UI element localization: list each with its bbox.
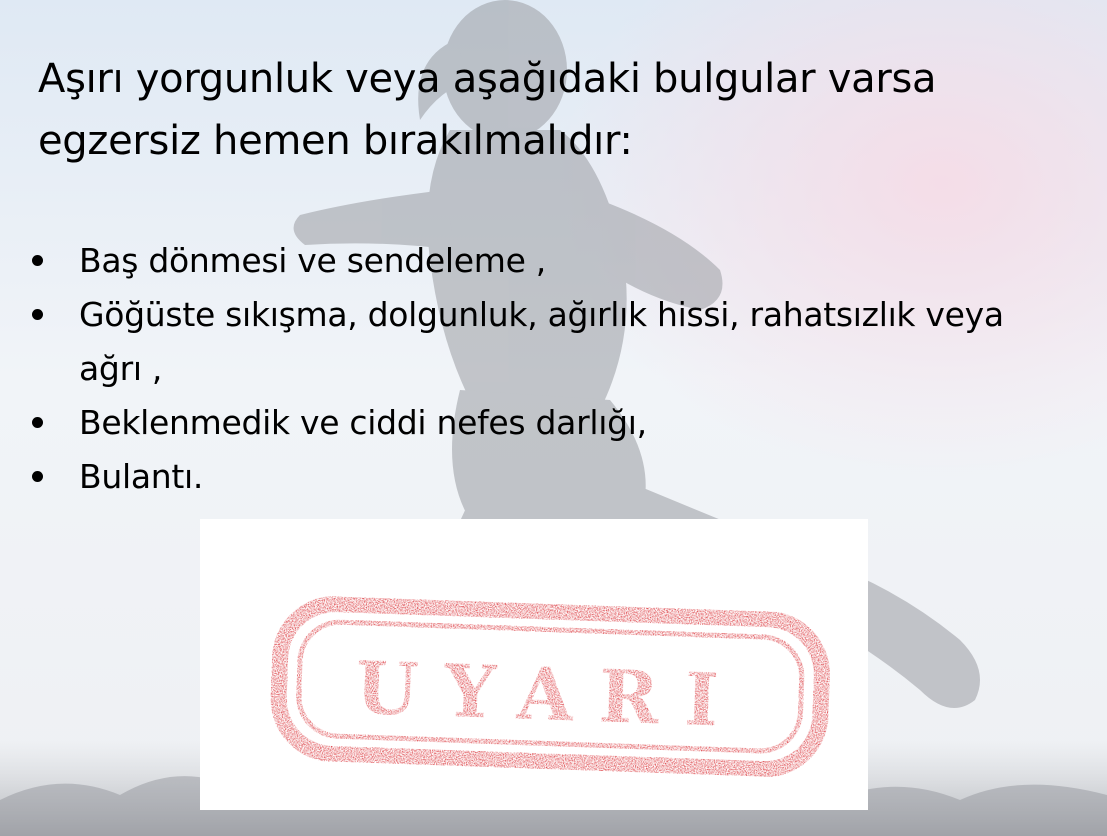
warning-stamp-image <box>200 519 868 810</box>
warning-signs-list <box>30 234 1090 504</box>
list-item <box>30 396 1090 450</box>
bullet-dot <box>32 471 43 482</box>
bullet-dot <box>32 417 43 428</box>
list-item <box>30 450 1090 504</box>
stamp-text: UYARI <box>354 644 746 744</box>
bullet-dot <box>32 255 43 266</box>
list-item <box>30 234 1090 288</box>
list-item-text: Bulantı. <box>79 457 204 496</box>
slide-title: Aşırı yorgunluk veya aşağıdaki bulgular varsa egzersiz hemen bırakılmalıdır: <box>38 56 937 164</box>
bullet-dot <box>32 309 43 320</box>
list-item-text: Baş dönmesi ve sendeleme , <box>79 241 546 280</box>
list-item <box>30 288 1039 396</box>
list-item-text: Göğüste sıkışma, dolgunluk, ağırlık hissi, rahatsızlık veya ağrı , <box>79 295 1004 388</box>
list-item-text: Beklenmedik ve ciddi nefes darlığı, <box>79 403 647 442</box>
uyari-stamp <box>200 519 868 810</box>
